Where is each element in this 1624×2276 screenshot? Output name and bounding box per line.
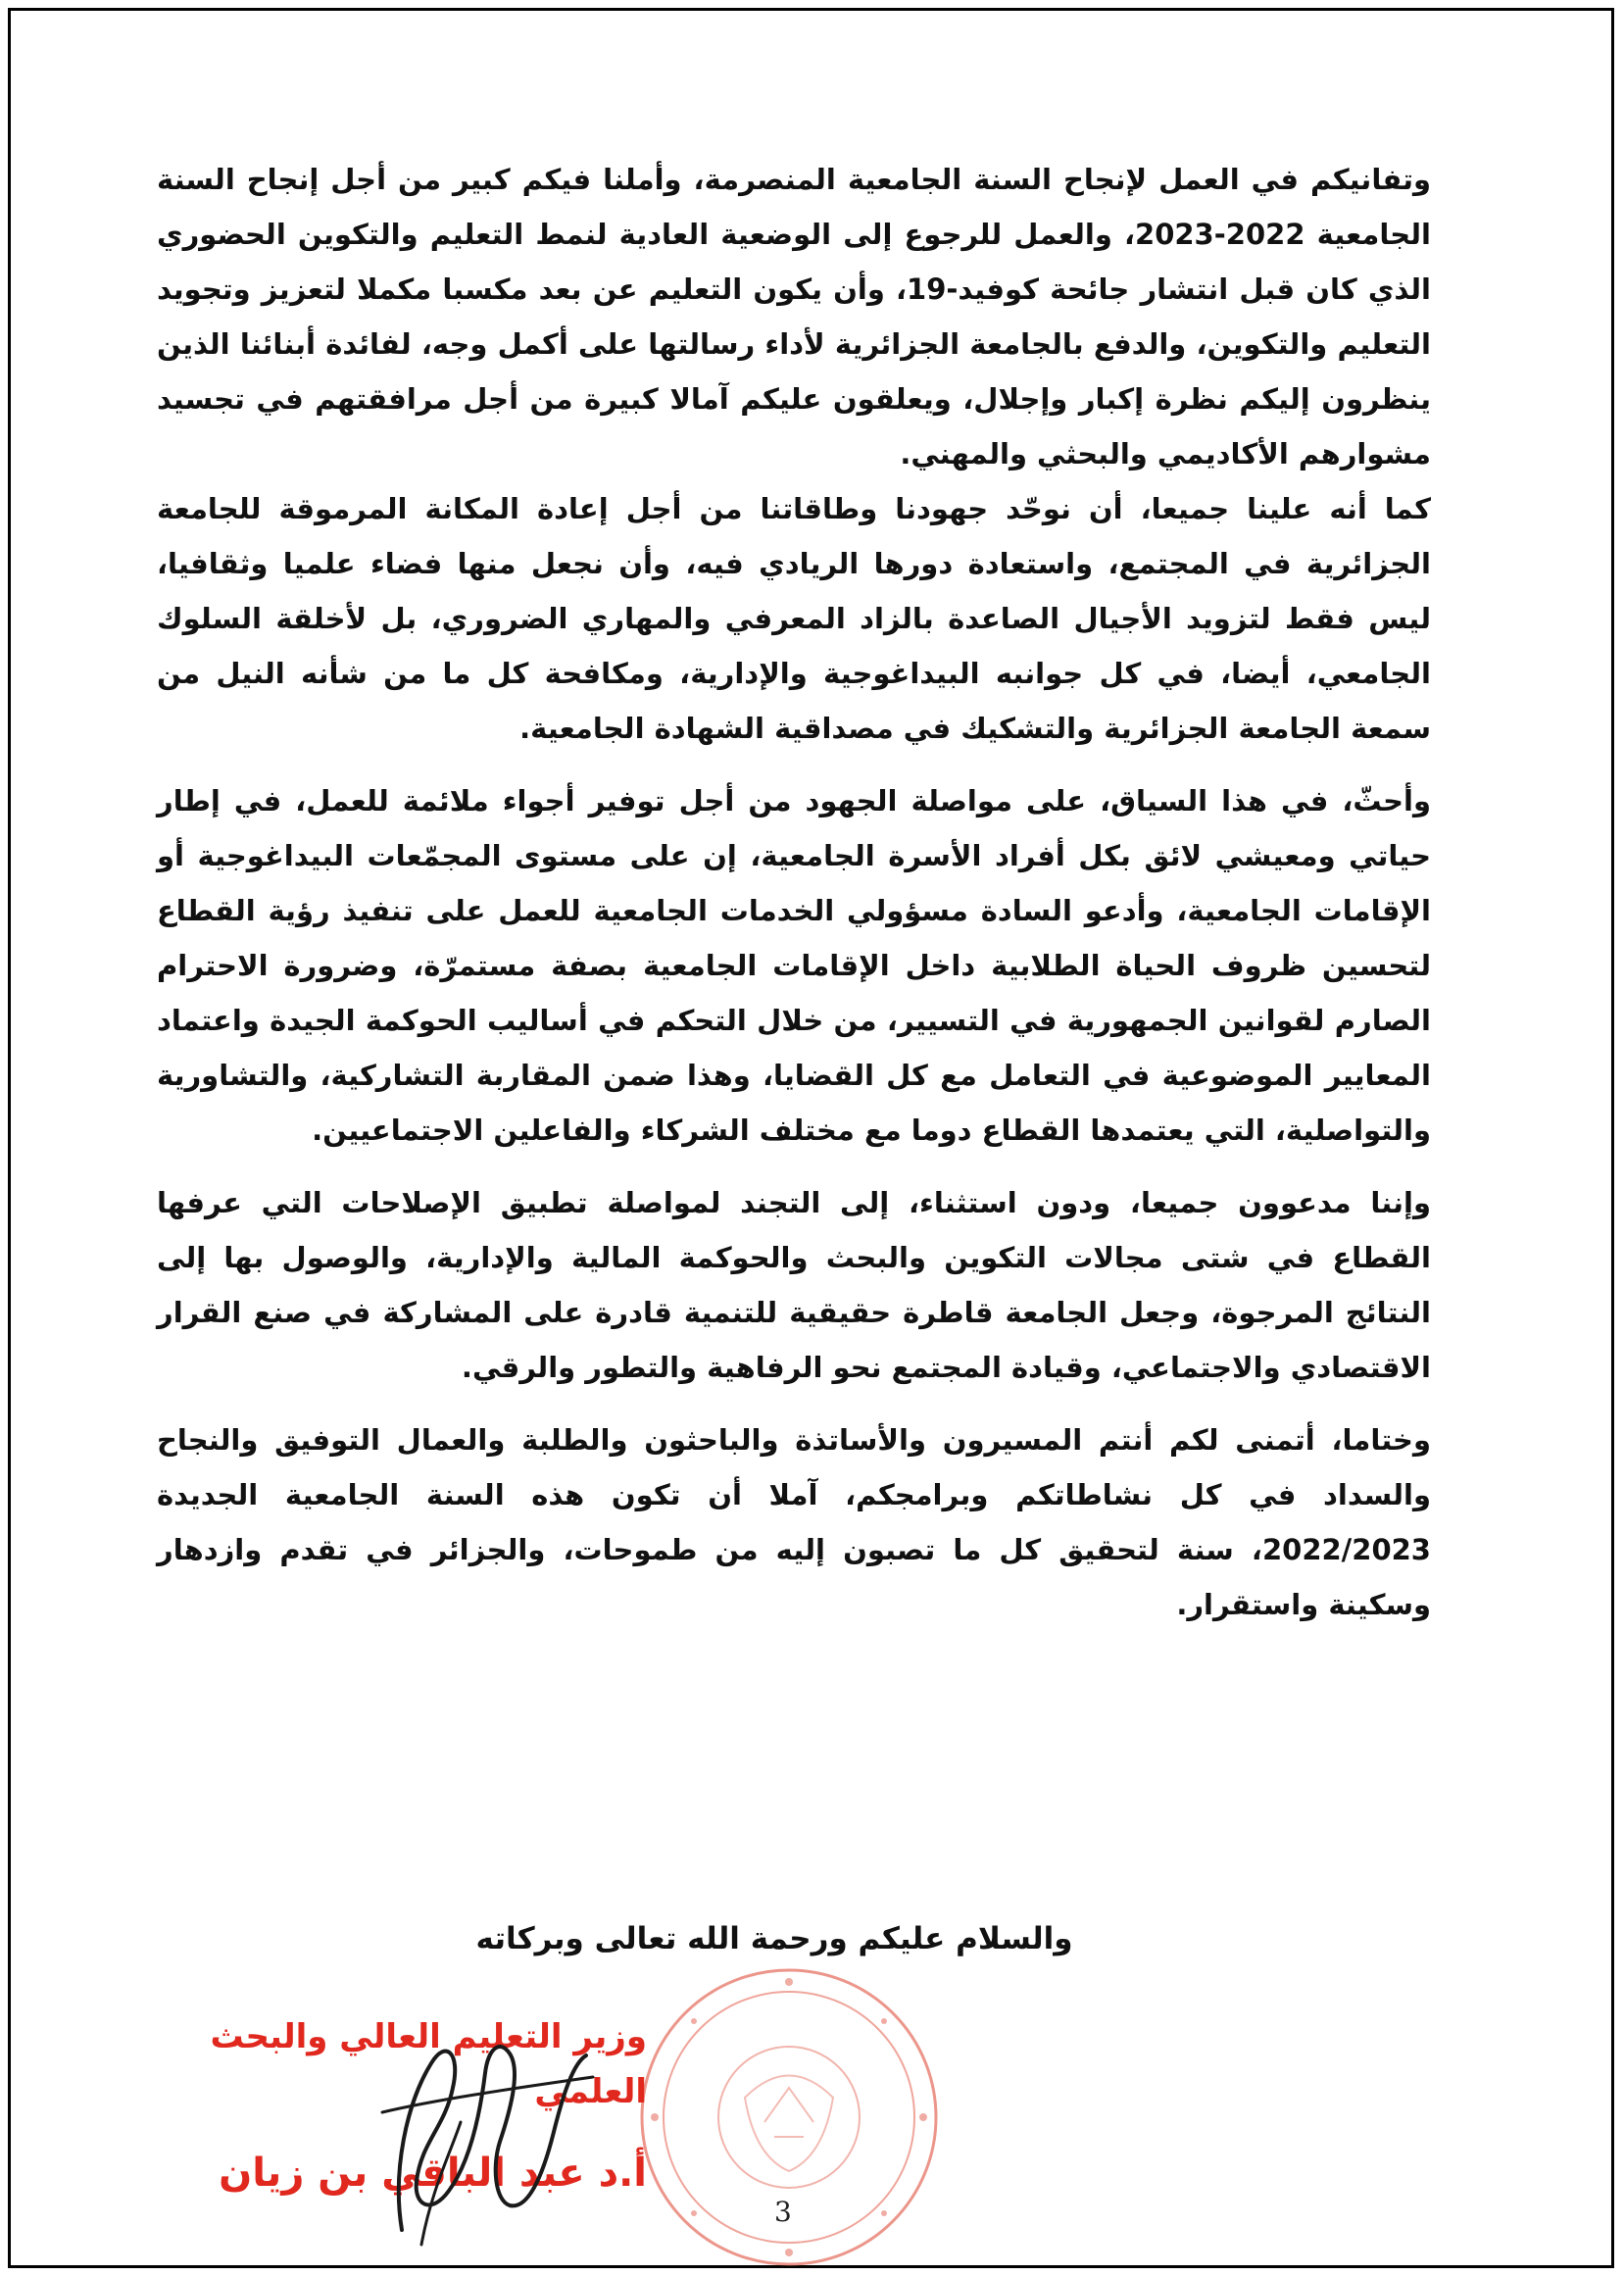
letter-body xyxy=(157,152,1431,1632)
paragraph-1: وتفانيكم في العمل لإنجاح السنة الجامعية المنصرمة، وأملنا فيكم كبير من أجل إنجاح السنة الجامعية 2022-2023، والعمل للرجوع إلى الوضعية العادية لنمط التعليم والتكوين الحضوري الذي كان قبل انتشار جائحة كوفيد-19، وأن يكون التعليم عن بعد مكسبا مكملا لتعزيز وتجويد التعليم والتكوين، والدفع بالجامعة الجزائرية لأداء رسالتها على أكمل وجه، لفائدة أبنائنا الذين ينظرون إليكم نظرة إكبار وإجلال، ويعلقون عليكم آمالا كبيرة من أجل مرافقتهم في تجسيد مشوارهم الأكاديمي والبحثي والمهني. xyxy=(157,163,1431,470)
paragraph-5: وختاما، أتمنى لكم أنتم المسيرون والأساتذة والباحثون والطلبة والعمال التوفيق والنجاح والسداد في كل نشاطاتكم وبرامجكم، آملا أن تكون هذه السنة الجامعية الجديدة 2022/2023، سنة لتحقيق كل ما تصبون إليه من طموحات، والجزائر في تقدم وازدهار وسكينة واستقرار. xyxy=(157,1423,1431,1621)
paragraph-4: وإننا مدعوون جميعا، ودون استثناء، إلى التجند لمواصلة تطبيق الإصلاحات التي عرفها القطاع في شتى مجالات التكوين والبحث والحوكمة المالية والإدارية، والوصول بها إلى النتائج المرجوة، وجعل الجامعة قاطرة حقيقية للتنمية قادرة على المشاركة في صنع القرار الاقتصادي والاجتماعي، وقيادة المجتمع نحو الرفاهية والتطور والرقي. xyxy=(157,1186,1431,1384)
paragraph-2: كما أنه علينا جميعا، أن نوحّد جهودنا وطاقاتنا من أجل إعادة المكانة المرموقة للجامعة الجزائرية في المجتمع، واستعادة دورها الريادي فيه، وأن نجعل منها فضاء علميا وثقافيا، ليس فقط لتزويد الأجيال الصاعدة بالزاد المعرفي والمهاري الضروري، بل لأخلقة السلوك الجامعي، أيضا، في كل جوانبه البيداغوجية والإدارية، ومكافحة كل ما من شأنه النيل من سمعة الجامعة الجزائرية والتشكيك في مصداقية الشهادة الجامعية. xyxy=(157,492,1431,745)
paragraph-3: وأحثّ، في هذا السياق، على مواصلة الجهود من أجل توفير أجواء ملائمة للعمل، في إطار حياتي ومعيشي لائق بكل أفراد الأسرة الجامعية، إن على مستوى المجمّعات البيداغوجية أو الإقامات الجامعية، وأدعو السادة مسؤولي الخدمات الجامعية للعمل على تنفيذ رؤية القطاع لتحسين ظروف الحياة الطلابية داخل الإقامات الجامعية بصفة مستمرّة، وضرورة الاحترام الصارم لقوانين الجمهورية في التسيير، من خلال التحكم في أساليب الحوكمة الجيدة واعتماد المعايير الموضوعية في التعامل مع كل القضايا، وهذا ضمن المقاربة التشاركية، والتشاورية والتواصلية، التي يعتمدها القطاع دوما مع مختلف الشركاء والفاعلين الاجتماعيين. xyxy=(157,784,1431,1147)
signatory-title: وزير التعليم العالي والبحث العلمي xyxy=(210,2017,647,2111)
signatory-name: أ.د عبد الباقي بن زيان xyxy=(219,2151,647,2196)
page-number: 3 xyxy=(774,2196,792,2228)
handwritten-signature-icon xyxy=(363,1995,608,2269)
closing-salutation: والسلام عليكم ورحمة الله تعالى وبركاته xyxy=(475,1921,1073,1956)
